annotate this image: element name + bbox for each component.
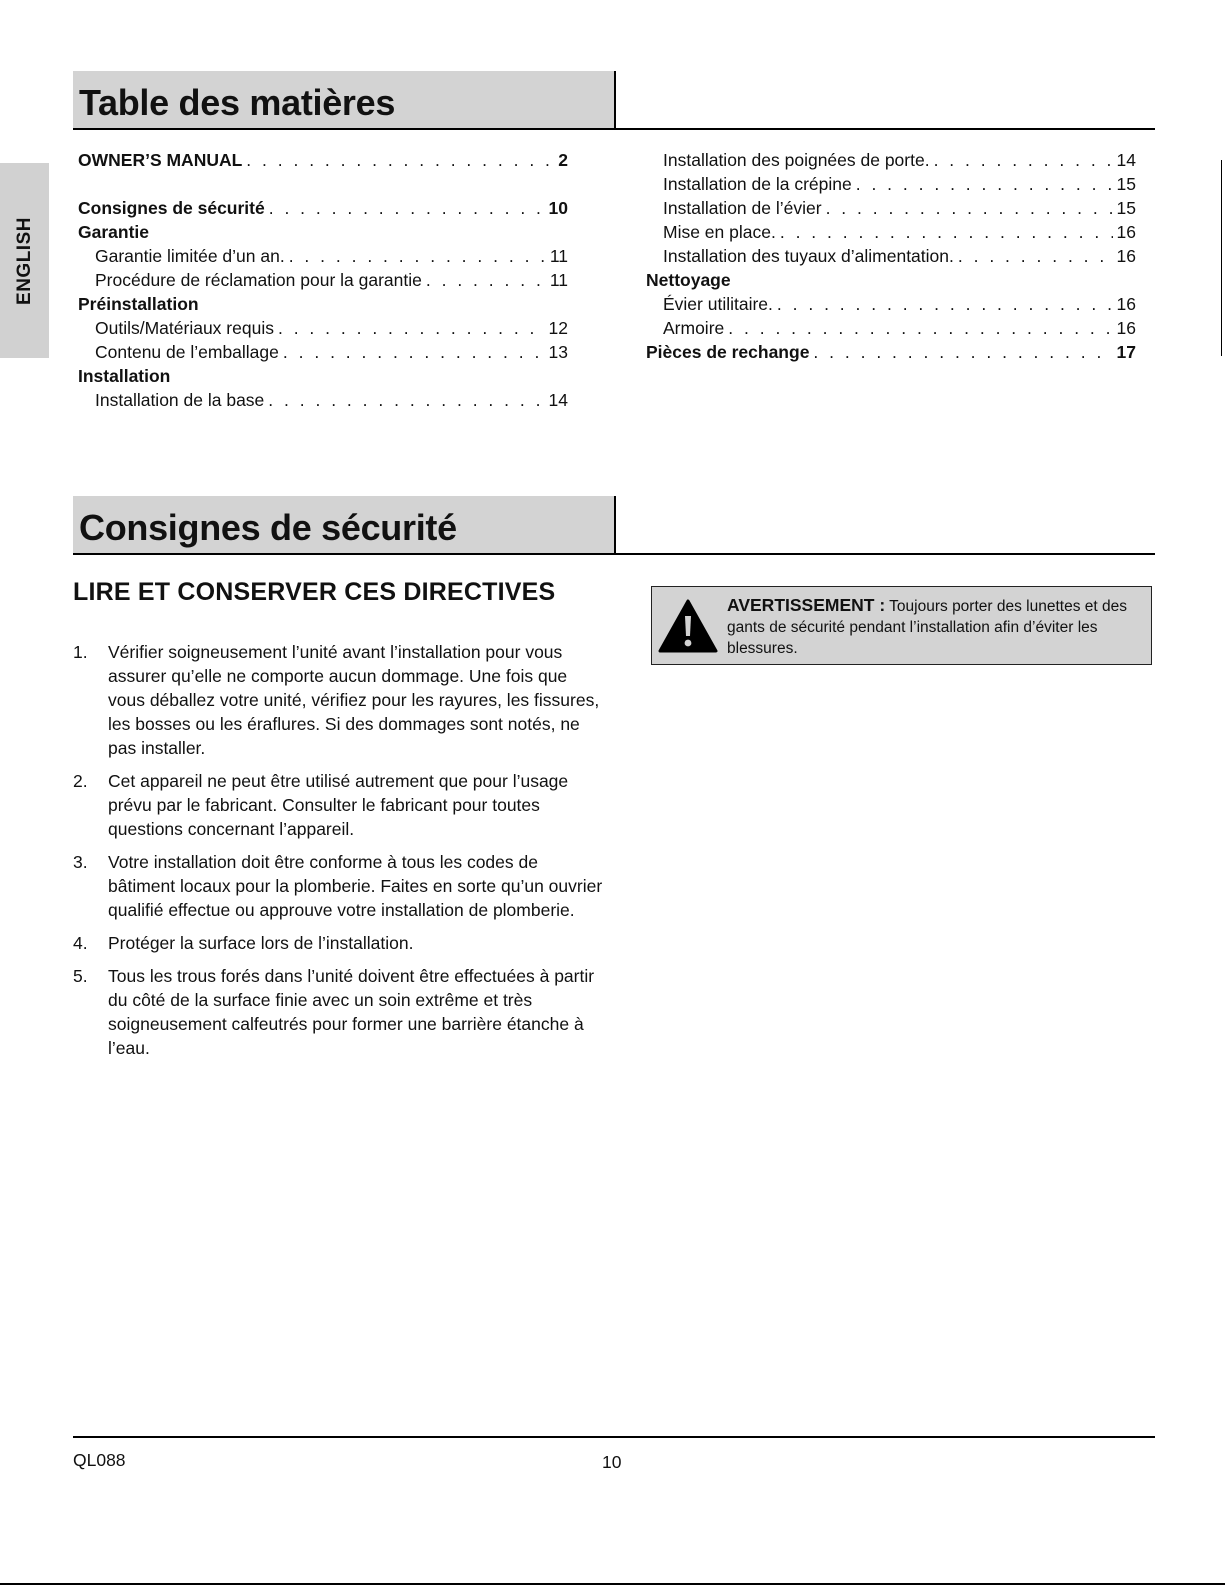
safety-instructions-list	[73, 640, 608, 1069]
item-number: 5.	[73, 966, 88, 986]
toc-entry-page: 11	[549, 246, 568, 266]
toc-entry-label: Nettoyage	[646, 270, 731, 290]
toc-leader-dots	[777, 292, 1113, 316]
toc-leader-dots	[826, 196, 1113, 220]
safety-header	[73, 496, 1155, 555]
toc-title-bar	[73, 71, 616, 128]
toc-leader-dots	[958, 244, 1113, 268]
toc-entry	[78, 388, 568, 412]
item-number: 3.	[73, 852, 88, 872]
toc-entry-label: Installation des tuyaux d’alimentation.	[663, 246, 954, 266]
toc-entry-page: 16	[1116, 222, 1136, 242]
toc-entry-label: Garantie	[78, 222, 149, 242]
toc-entry-page: 16	[1116, 294, 1136, 314]
toc-entry-label: Contenu de l’emballage	[95, 342, 279, 362]
toc-entry-label: Installation de l’évier	[663, 198, 822, 218]
item-text: Protéger la surface lors de l’installation.	[108, 933, 414, 953]
toc-entry	[78, 292, 568, 316]
safety-title: Consignes de sécurité	[79, 507, 457, 548]
toc-leader-dots	[283, 340, 545, 364]
toc-entry-label: Armoire	[663, 318, 725, 338]
safety-subtitle: LIRE ET CONSERVER CES DIRECTIVES	[73, 578, 556, 606]
toc-entry-label: Garantie limitée d’un an.	[95, 246, 285, 266]
toc-leader-dots	[289, 244, 546, 268]
toc-entry	[646, 196, 1136, 220]
toc-leader-dots	[269, 196, 545, 220]
toc-entry-page: 17	[1116, 342, 1136, 362]
toc-entry-label: OWNER’S MANUAL	[78, 150, 243, 170]
toc-entry-label: Consignes de sécurité	[78, 198, 265, 218]
language-tab	[0, 163, 49, 358]
toc-leader-dots	[780, 220, 1113, 244]
warning-box	[651, 586, 1152, 665]
warning-lead: AVERTISSEMENT :	[727, 595, 886, 615]
toc-entry-page: 12	[548, 318, 568, 338]
warning-body: Toujours porter des lunettes et des gants de sécurité pendant l’installation afin d’éviter les blessures.	[727, 598, 1127, 657]
language-tab-label: ENGLISH	[13, 216, 35, 305]
toc-entry-label: Installation de la crépine	[663, 174, 852, 194]
toc-left-column	[78, 148, 568, 412]
toc-entry	[78, 148, 568, 172]
safety-title-bar	[73, 496, 616, 553]
toc-leader-dots	[934, 148, 1113, 172]
page-number: 10	[602, 1452, 622, 1472]
footer-rule	[73, 1436, 1155, 1438]
page-edge-marker	[1221, 160, 1222, 356]
toc-entry-page: 14	[1116, 150, 1136, 170]
warning-triangle-icon	[658, 599, 718, 654]
item-number: 4.	[73, 933, 88, 953]
item-number: 2.	[73, 771, 88, 791]
toc-leader-dots	[728, 316, 1112, 340]
toc-entry	[78, 316, 568, 340]
item-number: 1.	[73, 642, 88, 662]
toc-leader-dots	[813, 340, 1112, 364]
toc-entry-page: 11	[549, 270, 568, 290]
toc-entry	[78, 364, 568, 388]
toc-leader-dots	[856, 172, 1113, 196]
toc-entry-label: Outils/Matériaux requis	[95, 318, 274, 338]
toc-entry	[78, 244, 568, 268]
warning-text	[727, 595, 1142, 659]
toc-leader-dots	[278, 316, 545, 340]
toc-entry-page: 16	[1116, 246, 1136, 266]
toc-entry-page: 14	[548, 390, 568, 410]
toc-entry	[646, 340, 1136, 364]
toc-entry	[78, 268, 568, 292]
toc-entry-page: 15	[1116, 174, 1136, 194]
toc-entry-label: Procédure de réclamation pour la garantie	[95, 270, 422, 290]
safety-instruction-item	[73, 964, 608, 1060]
toc-leader-dots	[426, 268, 546, 292]
toc-entry-page: 16	[1116, 318, 1136, 338]
toc-leader-dots	[268, 388, 544, 412]
item-text: Vérifier soigneusement l’unité avant l’installation pour vous assurer qu’elle ne comporte aucun dommage. Une fois que vous déballez votre unité, vérifiez pour les rayures, les fissures, les bosses ou les éraflures. Si des dommages sont notés, ne pas installer.	[108, 642, 600, 758]
toc-entry-label: Installation de la base	[95, 390, 265, 410]
toc-entry-label: Installation	[78, 366, 171, 386]
toc-entry-page: 10	[548, 198, 568, 218]
toc-entry	[646, 316, 1136, 340]
toc-entry	[78, 196, 568, 220]
toc-header	[73, 71, 1155, 130]
toc-entry-label: Préinstallation	[78, 294, 199, 314]
item-text: Cet appareil ne peut être utilisé autrement que pour l’usage prévu par le fabricant. Consulter le fabricant pour toutes questions concernant l’appareil.	[108, 771, 569, 839]
safety-instruction-item	[73, 850, 608, 922]
toc-entry	[646, 244, 1136, 268]
toc-entry-label: Pièces de rechange	[646, 342, 810, 362]
safety-instruction-item	[73, 931, 608, 955]
toc-entry-page: 2	[558, 150, 568, 170]
toc-entry-label: Installation des poignées de porte.	[663, 150, 930, 170]
toc-entry	[646, 172, 1136, 196]
toc-entry-label: Évier utilitaire.	[663, 294, 773, 314]
toc-right-column	[646, 148, 1136, 364]
toc-entry-page: 15	[1116, 198, 1136, 218]
toc-entry	[646, 148, 1136, 172]
toc-entry-page: 13	[548, 342, 568, 362]
safety-instruction-item	[73, 769, 608, 841]
toc-leader-dots	[246, 148, 554, 172]
toc-entry	[78, 220, 568, 244]
toc-entry	[646, 268, 1136, 292]
toc-entry	[78, 340, 568, 364]
model-code: QL088	[73, 1450, 126, 1470]
toc-title: Table des matières	[79, 82, 396, 123]
toc-entry	[646, 292, 1136, 316]
toc-entry-label: Mise en place.	[663, 222, 776, 242]
item-text: Tous les trous forés dans l’unité doivent être effectuées à partir du côté de la surface finie avec un soin extrême et très soigneusement calfeutrés pour former une barrière étanche à l’eau.	[108, 966, 595, 1058]
safety-instruction-item	[73, 640, 608, 760]
toc-entry	[646, 220, 1136, 244]
item-text: Votre installation doit être conforme à tous les codes de bâtiment locaux pour la plomberie. Faites en sorte qu’un ouvrier qualifié effectue ou approuve votre installation de plomberie.	[108, 852, 603, 920]
